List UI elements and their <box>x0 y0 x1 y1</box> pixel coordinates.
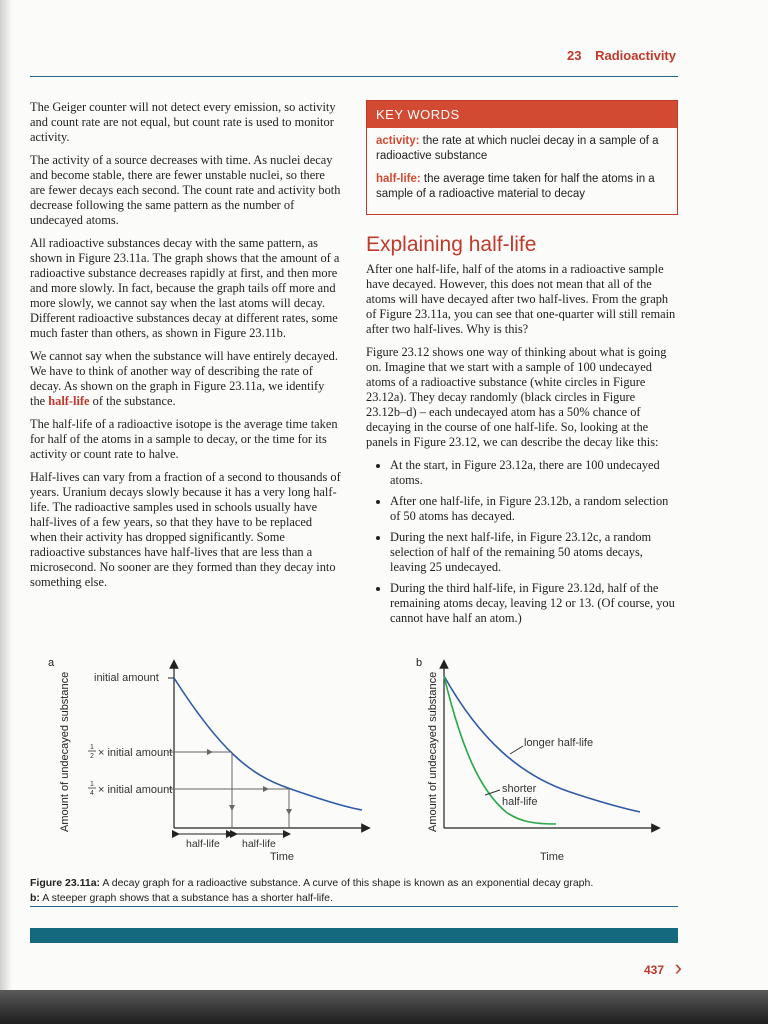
list-item: • During the third half-life, in Figure 23.12d, half of the remaining atoms decay, leaving 12 or 13. (Of course, you cannot have half an atom.) <box>390 581 678 626</box>
graph-a-x-axis-label: Time <box>270 851 295 863</box>
longer-label-leader <box>510 746 523 754</box>
footer-bar <box>30 928 678 943</box>
half-life-label-2: half-life <box>242 838 276 850</box>
initial-amount-label: initial amount <box>94 672 159 684</box>
list-item: • At the start, in Figure 23.12a, there are 100 undecayed atoms. <box>390 458 678 488</box>
graph-b-y-axis-label: Amount of undecayed substance <box>427 671 439 832</box>
shorter-half-life-label-line2: half-life <box>502 796 538 808</box>
section-title: Explaining half-life <box>366 233 537 256</box>
body-paragraph: Half-lives can vary from a fraction of a second to thousands of years. Uranium decays slowly because it has a very long half-life. The radioactive samples used in schools usually have half-lives of a few years, so that they have to be replaced when their activity has dropped significantly. Some radioactive substances have half-lives that are less than a microsecond. No sooner are they formed than they decay into something else. <box>30 470 341 589</box>
next-page-arrow-icon[interactable]: › <box>674 955 682 980</box>
list-item: • After one half-life, in Figure 23.12b, a random selection of 50 atoms has decayed. <box>390 494 678 524</box>
key-words-body <box>367 128 677 214</box>
body-paragraph: After one half-life, half of the atoms in a radioactive sample have decayed. However, this does not mean that all of the atoms will have decayed after two half-lives. From the graph of Figure 23.11a, you can see that one-quarter will still remain after two half-lives. Why is this? <box>366 262 676 336</box>
caption-b-label: b: <box>30 892 40 904</box>
caption-line-a <box>30 876 670 891</box>
body-paragraph: The half-life of a radioactive isotope is the average time taken for half of the atoms in a sample to decay, or the time for its activity or count rate to halve. <box>30 417 338 461</box>
fraction-denominator: 4 <box>90 790 94 797</box>
right-column <box>366 100 678 632</box>
fraction-numerator: 1 <box>90 781 94 788</box>
graph-b-x-axis-label: Time <box>540 851 565 863</box>
fraction-denominator: 2 <box>90 753 94 760</box>
shorter-half-life-label-line1: shorter <box>502 783 537 795</box>
page-number: 437 <box>643 963 664 977</box>
key-word-definition: the rate at which nuclei decay in a sample of a radioactive substance <box>376 135 659 162</box>
para-text: of the substance. <box>89 394 176 408</box>
graph-a-y-axis-label: Amount of undecayed substance <box>59 671 71 832</box>
scan-bottom-edge <box>0 990 768 1024</box>
chapter-number: 23 <box>566 48 582 63</box>
decay-graphs-figure <box>30 650 678 872</box>
key-word-definition: the average time taken for half the atoms in a sample of a radioactive material to decay <box>376 173 655 200</box>
key-words-title: KEY WORDS <box>367 101 677 128</box>
longer-half-life-label: longer half-life <box>524 737 594 749</box>
body-paragraph: The Geiger counter will not detect every emission, so activity and count rate are not equal, but count rate is used to monitor activity. <box>30 100 336 144</box>
list-item: • During the next half-life, in Figure 23.12c, a random selection of half of the remaining 50 atoms decays, leaving 25 undecayed. <box>390 530 678 575</box>
body-paragraph: All radioactive substances decay with the same pattern, as shown in Figure 23.11a. The graph shows that the amount of a radioactive substance decreases rapidly at first, and then more and more slowly. In fact, because the graph tails off more and more slowly, we cannot say when the last atoms will decay. Different radioactive substances decay at different rates, some much faster than others, as shown in Figure 23.11b. <box>30 236 340 340</box>
left-column <box>30 100 342 598</box>
half-life-label-1: half-life <box>186 838 220 850</box>
running-header <box>567 48 676 63</box>
figure-caption <box>30 876 670 906</box>
chapter-title: Radioactivity <box>595 48 676 63</box>
key-word-term: activity: <box>376 135 420 147</box>
caption-a-label: Figure 23.11a: <box>30 877 101 889</box>
header-rule <box>30 76 678 77</box>
half-initial-amount-label: × initial amount <box>98 747 173 759</box>
key-word-entry <box>376 172 668 202</box>
body-paragraph: Figure 23.12 shows one way of thinking about what is going on. Imagine that we start with a sample of 100 undecayed atoms of a radioactive substance (white circles in Figure 23.12a). They decay randomly (black circles in Figure 23.12b–d) – each undecayed atom has a 50% chance of decaying in the course of one half-life. So, looking at the panels in Figure 23.12, we can describe the decay like this: <box>366 345 667 449</box>
panel-label-a: a <box>48 657 55 669</box>
panel-label-b: b <box>416 657 423 669</box>
body-paragraph <box>30 349 342 409</box>
caption-b-text: A steeper graph shows that a substance has a shorter half-life. <box>39 892 333 904</box>
key-words-box <box>366 100 678 215</box>
caption-rule <box>30 906 678 907</box>
decay-steps-list <box>366 458 678 626</box>
key-word-term: half-life: <box>376 173 421 185</box>
fraction-numerator: 1 <box>90 744 94 751</box>
page-spine-shadow <box>0 0 12 990</box>
key-word-entry <box>376 134 668 164</box>
half-life-highlight: half-life <box>48 394 90 408</box>
graph-a-decay-curve <box>174 678 362 810</box>
para-text: We cannot say when the substance will have entirely decayed. We have to think of another way of describing the rate of decay. As shown on the graph in Figure 23.11a, we identify the <box>30 349 338 408</box>
caption-a-text: A decay graph for a radioactive substance. A curve of this shape is known as an exponential decay graph. <box>100 877 594 889</box>
body-paragraph: The activity of a source decreases with time. As nuclei decay and become stable, there are fewer unstable nuclei, so there are fewer decays each second. The count rate and activity both decrease following the same pattern as the number of undecayed atoms. <box>30 153 341 227</box>
quarter-initial-amount-label: × initial amount <box>98 784 173 796</box>
caption-line-b <box>30 891 670 906</box>
